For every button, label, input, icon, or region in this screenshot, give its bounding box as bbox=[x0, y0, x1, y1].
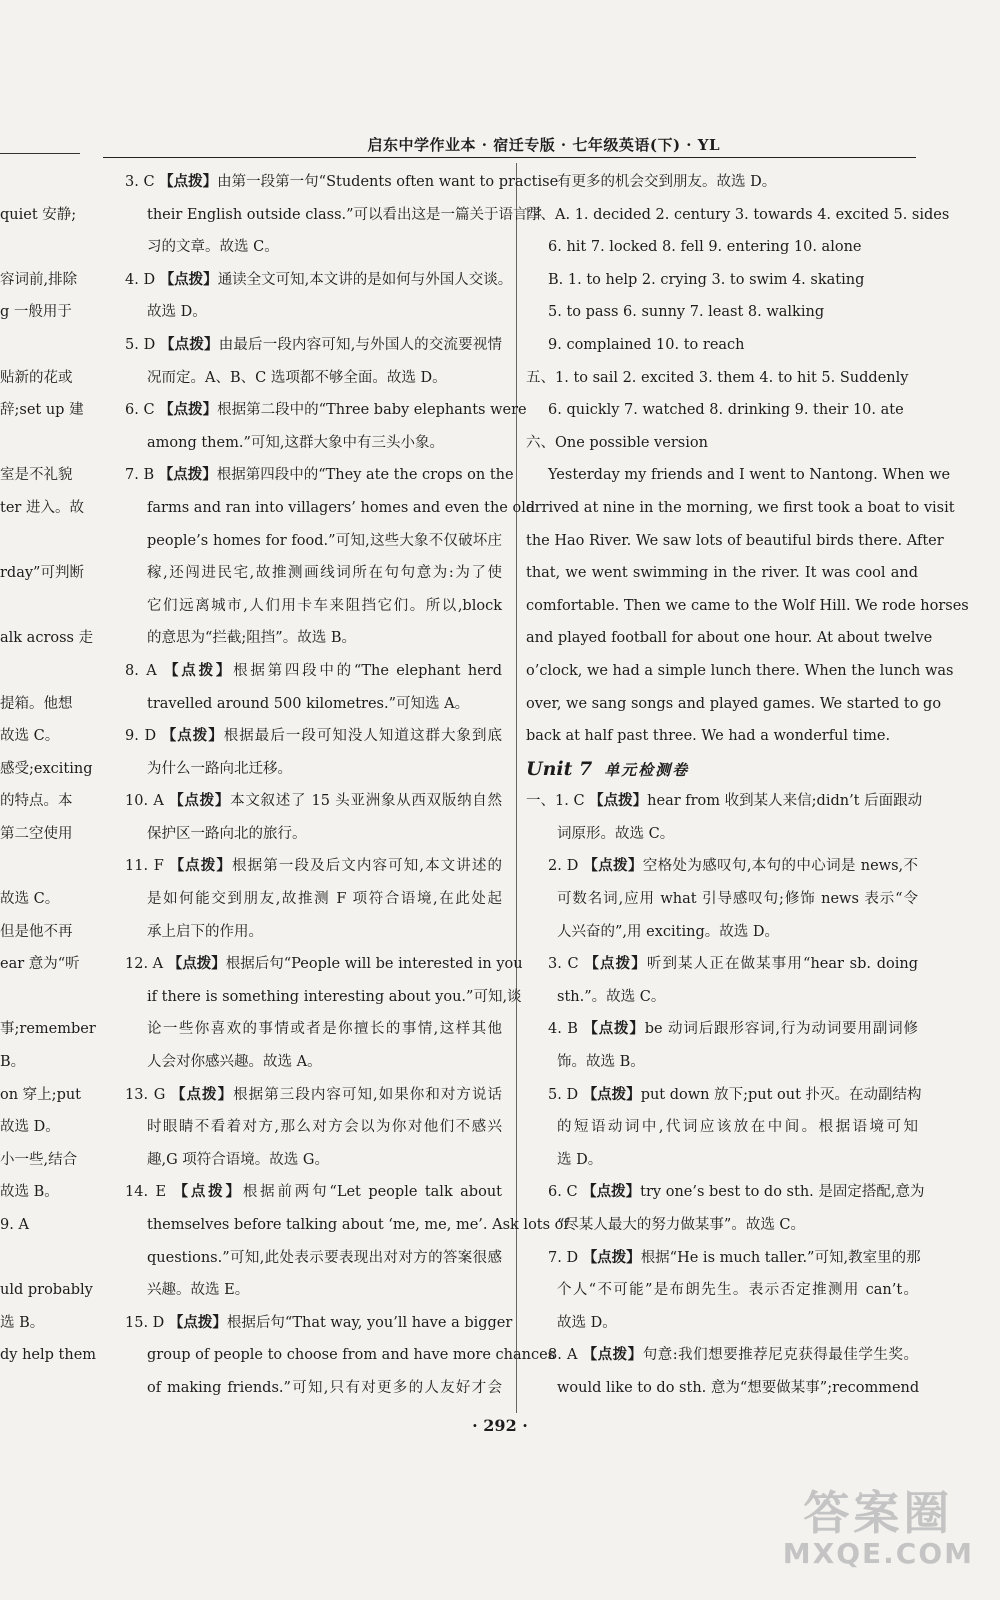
text-line: arrived at nine in the morning, we first took a boat to visit bbox=[526, 499, 955, 516]
text-line: sth.”。故选 C。 bbox=[557, 988, 666, 1005]
text-line: 13. G 【点拨】根据第三段内容可知,如果你和对方说话 bbox=[125, 1085, 502, 1103]
text-line: 可数名词,应用 what 引导感叹句;修饰 news 表示“令 bbox=[557, 891, 918, 908]
text-line: over, we sang songs and played games. We started to go bbox=[526, 695, 942, 712]
text-line: 饰。故选 B。 bbox=[557, 1054, 645, 1071]
hint-tag: 【点拨】 bbox=[169, 792, 231, 810]
hint-tag: 【点拨】 bbox=[161, 727, 224, 745]
text-line: 有更多的机会交到朋友。故选 D。 bbox=[557, 174, 777, 190]
left-fragment-line bbox=[0, 329, 82, 362]
left-fragment-line bbox=[0, 1242, 82, 1275]
text-line: 14. E 【点拨】根据前两句“Let people talk about bbox=[125, 1183, 502, 1201]
hint-tag: 【点拨】 bbox=[167, 955, 226, 973]
text-line: B. 1. to help 2. crying 3. to swim 4. skating bbox=[548, 271, 865, 288]
text-line: 四、A. 1. decided 2. century 3. towards 4. excited 5. sides bbox=[526, 206, 950, 223]
header-rule-left bbox=[0, 153, 80, 154]
text-line: questions.”可知,此处表示要表现出对对方的答案很感 bbox=[147, 1249, 502, 1266]
left-fragment-line: dy help them bbox=[0, 1347, 97, 1364]
text-line: 9. D 【点拨】根据最后一段可知没人知道这群大象到底 bbox=[125, 727, 503, 745]
hint-tag: 【点拨】 bbox=[582, 1346, 643, 1364]
text-line: 6. C 【点拨】根据第二段中的“Three baby elephants were bbox=[125, 401, 527, 419]
text-line: of making friends.”可知,只有对更多的人友好才会 bbox=[147, 1379, 502, 1396]
left-fragment-line: 贴新的花或 bbox=[0, 369, 73, 386]
hint-tag: 【点拨】 bbox=[583, 1020, 645, 1038]
left-column-fragments bbox=[0, 166, 97, 1372]
hint-tag: 【点拨】 bbox=[159, 401, 218, 419]
text-line: 稼,还闯进民宅,故推测画线词所在句句意为:为了使 bbox=[147, 565, 502, 582]
text-line: 5. D 【点拨】put down 放下;put out 扑灭。在动副结构 bbox=[548, 1085, 922, 1103]
running-header bbox=[0, 134, 1000, 158]
text-line: 7. B 【点拨】根据第四段中的“They ate the crops on the bbox=[125, 466, 514, 484]
header-title: 启东中学作业本 · 宿迁专版 · 七年级英语(下) · YL bbox=[367, 136, 720, 154]
left-fragment-line: 室是不礼貌 bbox=[0, 467, 73, 484]
hint-tag: 【点拨】 bbox=[582, 1248, 641, 1266]
left-fragment-line: 故选 C。 bbox=[0, 891, 60, 908]
hint-tag: 【点拨】 bbox=[159, 173, 218, 190]
left-fragment-line bbox=[0, 655, 82, 688]
left-fragment-line: 提箱。他想 bbox=[0, 695, 73, 712]
left-fragment-line: 9. A bbox=[0, 1217, 29, 1233]
text-line: among them.”可知,这群大象中有三头小象。 bbox=[147, 434, 444, 451]
hint-tag: 【点拨】 bbox=[170, 1085, 234, 1103]
text-line: 六、One possible version bbox=[526, 434, 708, 451]
text-line: 4. D 【点拨】通读全文可知,本文讲的是如何与外国人交谈。 bbox=[125, 270, 513, 288]
text-line: 人兴奋的”,用 exciting。故选 D。 bbox=[557, 923, 779, 940]
hint-tag: 【点拨】 bbox=[160, 335, 219, 353]
text-line: 五、1. to sail 2. excited 3. them 4. to hit 5. Suddenly bbox=[526, 369, 909, 386]
text-line: 10. A 【点拨】本文叙述了 15 头亚洲象从西双版纳自然 bbox=[125, 792, 503, 810]
text-line: 6. hit 7. locked 8. fell 9. entering 10. alone bbox=[548, 239, 862, 256]
unit-subtitle: 单元检测卷 bbox=[604, 760, 690, 779]
left-fragment-line: uld probably bbox=[0, 1282, 93, 1299]
hint-tag: 【点拨】 bbox=[158, 466, 217, 484]
left-fragment-line: on 穿上;put bbox=[0, 1086, 82, 1103]
left-fragment-line: rday”可判断 bbox=[0, 565, 84, 582]
left-fragment-line: quiet 安静; bbox=[0, 206, 77, 223]
left-fragment-line: 的特点。本 bbox=[0, 793, 73, 810]
text-line: “尽某人最大的努力做某事”。故选 C。 bbox=[557, 1217, 806, 1233]
left-fragment-line bbox=[0, 590, 82, 623]
text-line: 4. B 【点拨】be 动词后跟形容词,行为动词要用副词修 bbox=[548, 1020, 918, 1038]
left-fragment-line bbox=[0, 981, 82, 1014]
text-line: 词原形。故选 C。 bbox=[557, 825, 675, 842]
left-fragment-line: 第二空使用 bbox=[0, 825, 73, 842]
text-line: 故选 D。 bbox=[557, 1314, 617, 1331]
text-line: 8. A 【点拨】根据第四段中的“The elephant herd bbox=[125, 661, 503, 679]
text-line: 6. quickly 7. watched 8. drinking 9. their 10. ate bbox=[548, 402, 904, 419]
left-fragment-line: 但是他不再 bbox=[0, 923, 73, 940]
text-line: 兴趣。故选 E。 bbox=[147, 1282, 250, 1299]
text-line: and played football for about one hour. At about twelve bbox=[526, 630, 933, 647]
text-line: 6. C 【点拨】try one’s best to do sth. 是固定搭配,意为 bbox=[548, 1183, 925, 1201]
text-line: 15. D 【点拨】根据后句“That way, you’ll have a bigger bbox=[125, 1313, 513, 1331]
text-line: 承上启下的作用。 bbox=[147, 923, 263, 940]
hint-tag: 【点拨】 bbox=[173, 1183, 243, 1201]
text-line: 7. D 【点拨】根据“He is much taller.”可知,教室里的那 bbox=[548, 1248, 921, 1266]
text-line: 它们远离城市,人们用卡车来阻挡它们。所以,block bbox=[147, 597, 502, 614]
left-fragment-line: ter 进入。故 bbox=[0, 499, 84, 516]
text-line: 人会对你感兴趣。故选 A。 bbox=[147, 1054, 322, 1071]
left-fragment-line: alk across 走 bbox=[0, 630, 94, 647]
text-line: would like to do sth. 意为“想要做某事”;recommend bbox=[557, 1379, 920, 1396]
text-line: back at half past three. We had a wonderful time. bbox=[526, 728, 891, 745]
text-line: 3. C 【点拨】听到某人正在做某事用“hear sb. doing bbox=[548, 955, 918, 973]
text-line: that, we went swimming in the river. It was cool and bbox=[526, 565, 918, 582]
right-column bbox=[526, 166, 969, 1405]
text-line: 论一些你喜欢的事情或者是你擅长的事情,这样其他 bbox=[147, 1021, 502, 1038]
text-line: 时眼睛不看着对方,那么对方会以为你对他们不感兴 bbox=[147, 1119, 502, 1136]
hint-tag: 【点拨】 bbox=[584, 955, 647, 973]
text-line: 2. D 【点拨】空格处为感叹句,本句的中心词是 news,不 bbox=[548, 857, 919, 875]
left-fragment-line bbox=[0, 427, 82, 460]
text-line: 个人“不可能”是布朗先生。表示否定推测用 can’t。 bbox=[557, 1282, 918, 1299]
text-line: travelled around 500 kilometres.”可知选 A。 bbox=[147, 695, 470, 712]
hint-tag: 【点拨】 bbox=[582, 1085, 641, 1103]
text-line: 5. to pass 6. sunny 7. least 8. walking bbox=[548, 304, 825, 321]
text-line: 选 D。 bbox=[557, 1151, 603, 1168]
text-line: their English outside class.”可以看出这是一篇关于语言学 bbox=[147, 206, 543, 223]
watermark bbox=[783, 1477, 974, 1570]
text-line: themselves before talking about ‘me, me, me’. Ask lots of bbox=[147, 1217, 569, 1233]
hint-tag: 【点拨】 bbox=[168, 1313, 227, 1331]
left-fragment-line: 小一些,结合 bbox=[0, 1151, 78, 1168]
text-line: 5. D 【点拨】由最后一段内容可知,与外国人的交流要视情 bbox=[125, 335, 503, 353]
hint-tag: 【点拨】 bbox=[582, 1183, 641, 1201]
text-line: 9. complained 10. to reach bbox=[548, 336, 745, 353]
text-line: 的短语动词中,代词应该放在中间。根据语境可知 bbox=[557, 1119, 918, 1136]
page-number: · 292 · bbox=[472, 1416, 528, 1435]
unit-title: Unit 7 bbox=[526, 757, 593, 780]
text-line: the Hao River. We saw lots of beautiful birds there. After bbox=[526, 532, 944, 549]
left-fragment-line bbox=[0, 166, 82, 199]
unit-heading bbox=[526, 753, 918, 786]
text-line: farms and ran into villagers’ homes and even the old bbox=[147, 499, 536, 516]
watermark-logo: 答案圈 bbox=[803, 1486, 954, 1540]
text-line: people’s homes for food.”可知,这些大象不仅破坏庄 bbox=[147, 532, 502, 549]
left-fragment-line: 感受;exciting bbox=[0, 760, 93, 777]
text-line: 故选 D。 bbox=[147, 304, 207, 321]
text-line: comfortable. Then we came to the Wolf Hill. We rode horses bbox=[526, 597, 969, 614]
header-rule bbox=[103, 157, 916, 158]
left-fragment-line: ear 意为“听 bbox=[0, 956, 80, 973]
left-fragment-line bbox=[0, 231, 82, 264]
left-fragment-line: B。 bbox=[0, 1054, 26, 1071]
watermark-url: MXQE.COM bbox=[782, 1537, 974, 1570]
text-line: 11. F 【点拨】根据第一段及后文内容可知,本文讲述的 bbox=[125, 857, 503, 875]
text-line: Yesterday my friends and I went to Nantong. When we bbox=[548, 467, 951, 484]
hint-tag: 【点拨】 bbox=[159, 270, 218, 288]
hint-tag: 【点拨】 bbox=[583, 857, 643, 875]
left-fragment-line: 故选 D。 bbox=[0, 1119, 60, 1136]
text-line: 12. A 【点拨】根据后句“People will be interested in you bbox=[125, 955, 523, 973]
text-line: 为什么一路向北迁移。 bbox=[147, 760, 292, 777]
text-line: 8. A 【点拨】句意:我们想要推荐尼克获得最佳学生奖。 bbox=[548, 1346, 919, 1364]
hint-tag: 【点拨】 bbox=[169, 857, 233, 875]
left-fragment-line bbox=[0, 525, 82, 558]
text-line: 况而定。A、B、C 选项都不够全面。故选 D。 bbox=[147, 369, 447, 386]
text-line: if there is something interesting about you.”可知,谈 bbox=[147, 988, 522, 1005]
text-line: 的意思为“拦截;阻挡”。故选 B。 bbox=[147, 630, 356, 647]
left-fragment-line: g 一般用于 bbox=[0, 304, 72, 321]
text-line: 是如何能交到朋友,故推测 F 项符合语境,在此处起 bbox=[147, 891, 502, 908]
left-fragment-line: 事;remember bbox=[0, 1021, 96, 1038]
left-fragment-line bbox=[0, 850, 82, 883]
text-line: 3. C 【点拨】由第一段第一句“Students often want to practise bbox=[125, 173, 559, 190]
left-fragment-line: 辞;set up 建 bbox=[0, 402, 84, 419]
hint-tag: 【点拨】 bbox=[589, 792, 648, 810]
text-line: 趣,G 项符合语境。故选 G。 bbox=[147, 1151, 329, 1168]
left-fragment-line: 选 B。 bbox=[0, 1314, 45, 1331]
text-line: 一、1. C 【点拨】hear from 收到某人来信;didn’t 后面跟动 bbox=[526, 792, 923, 810]
text-line: 习的文章。故选 C。 bbox=[147, 239, 279, 256]
text-line: o’clock, we had a simple lunch there. When the lunch was bbox=[526, 662, 954, 679]
left-fragment-line: 容词前,排除 bbox=[0, 271, 78, 288]
left-fragment-line: 故选 C。 bbox=[0, 728, 60, 745]
left-fragment-line: 故选 B。 bbox=[0, 1184, 59, 1201]
hint-tag: 【点拨】 bbox=[164, 661, 234, 679]
text-line: 保护区一路向北的旅行。 bbox=[147, 825, 307, 842]
text-line: group of people to choose from and have more chances bbox=[147, 1347, 556, 1364]
